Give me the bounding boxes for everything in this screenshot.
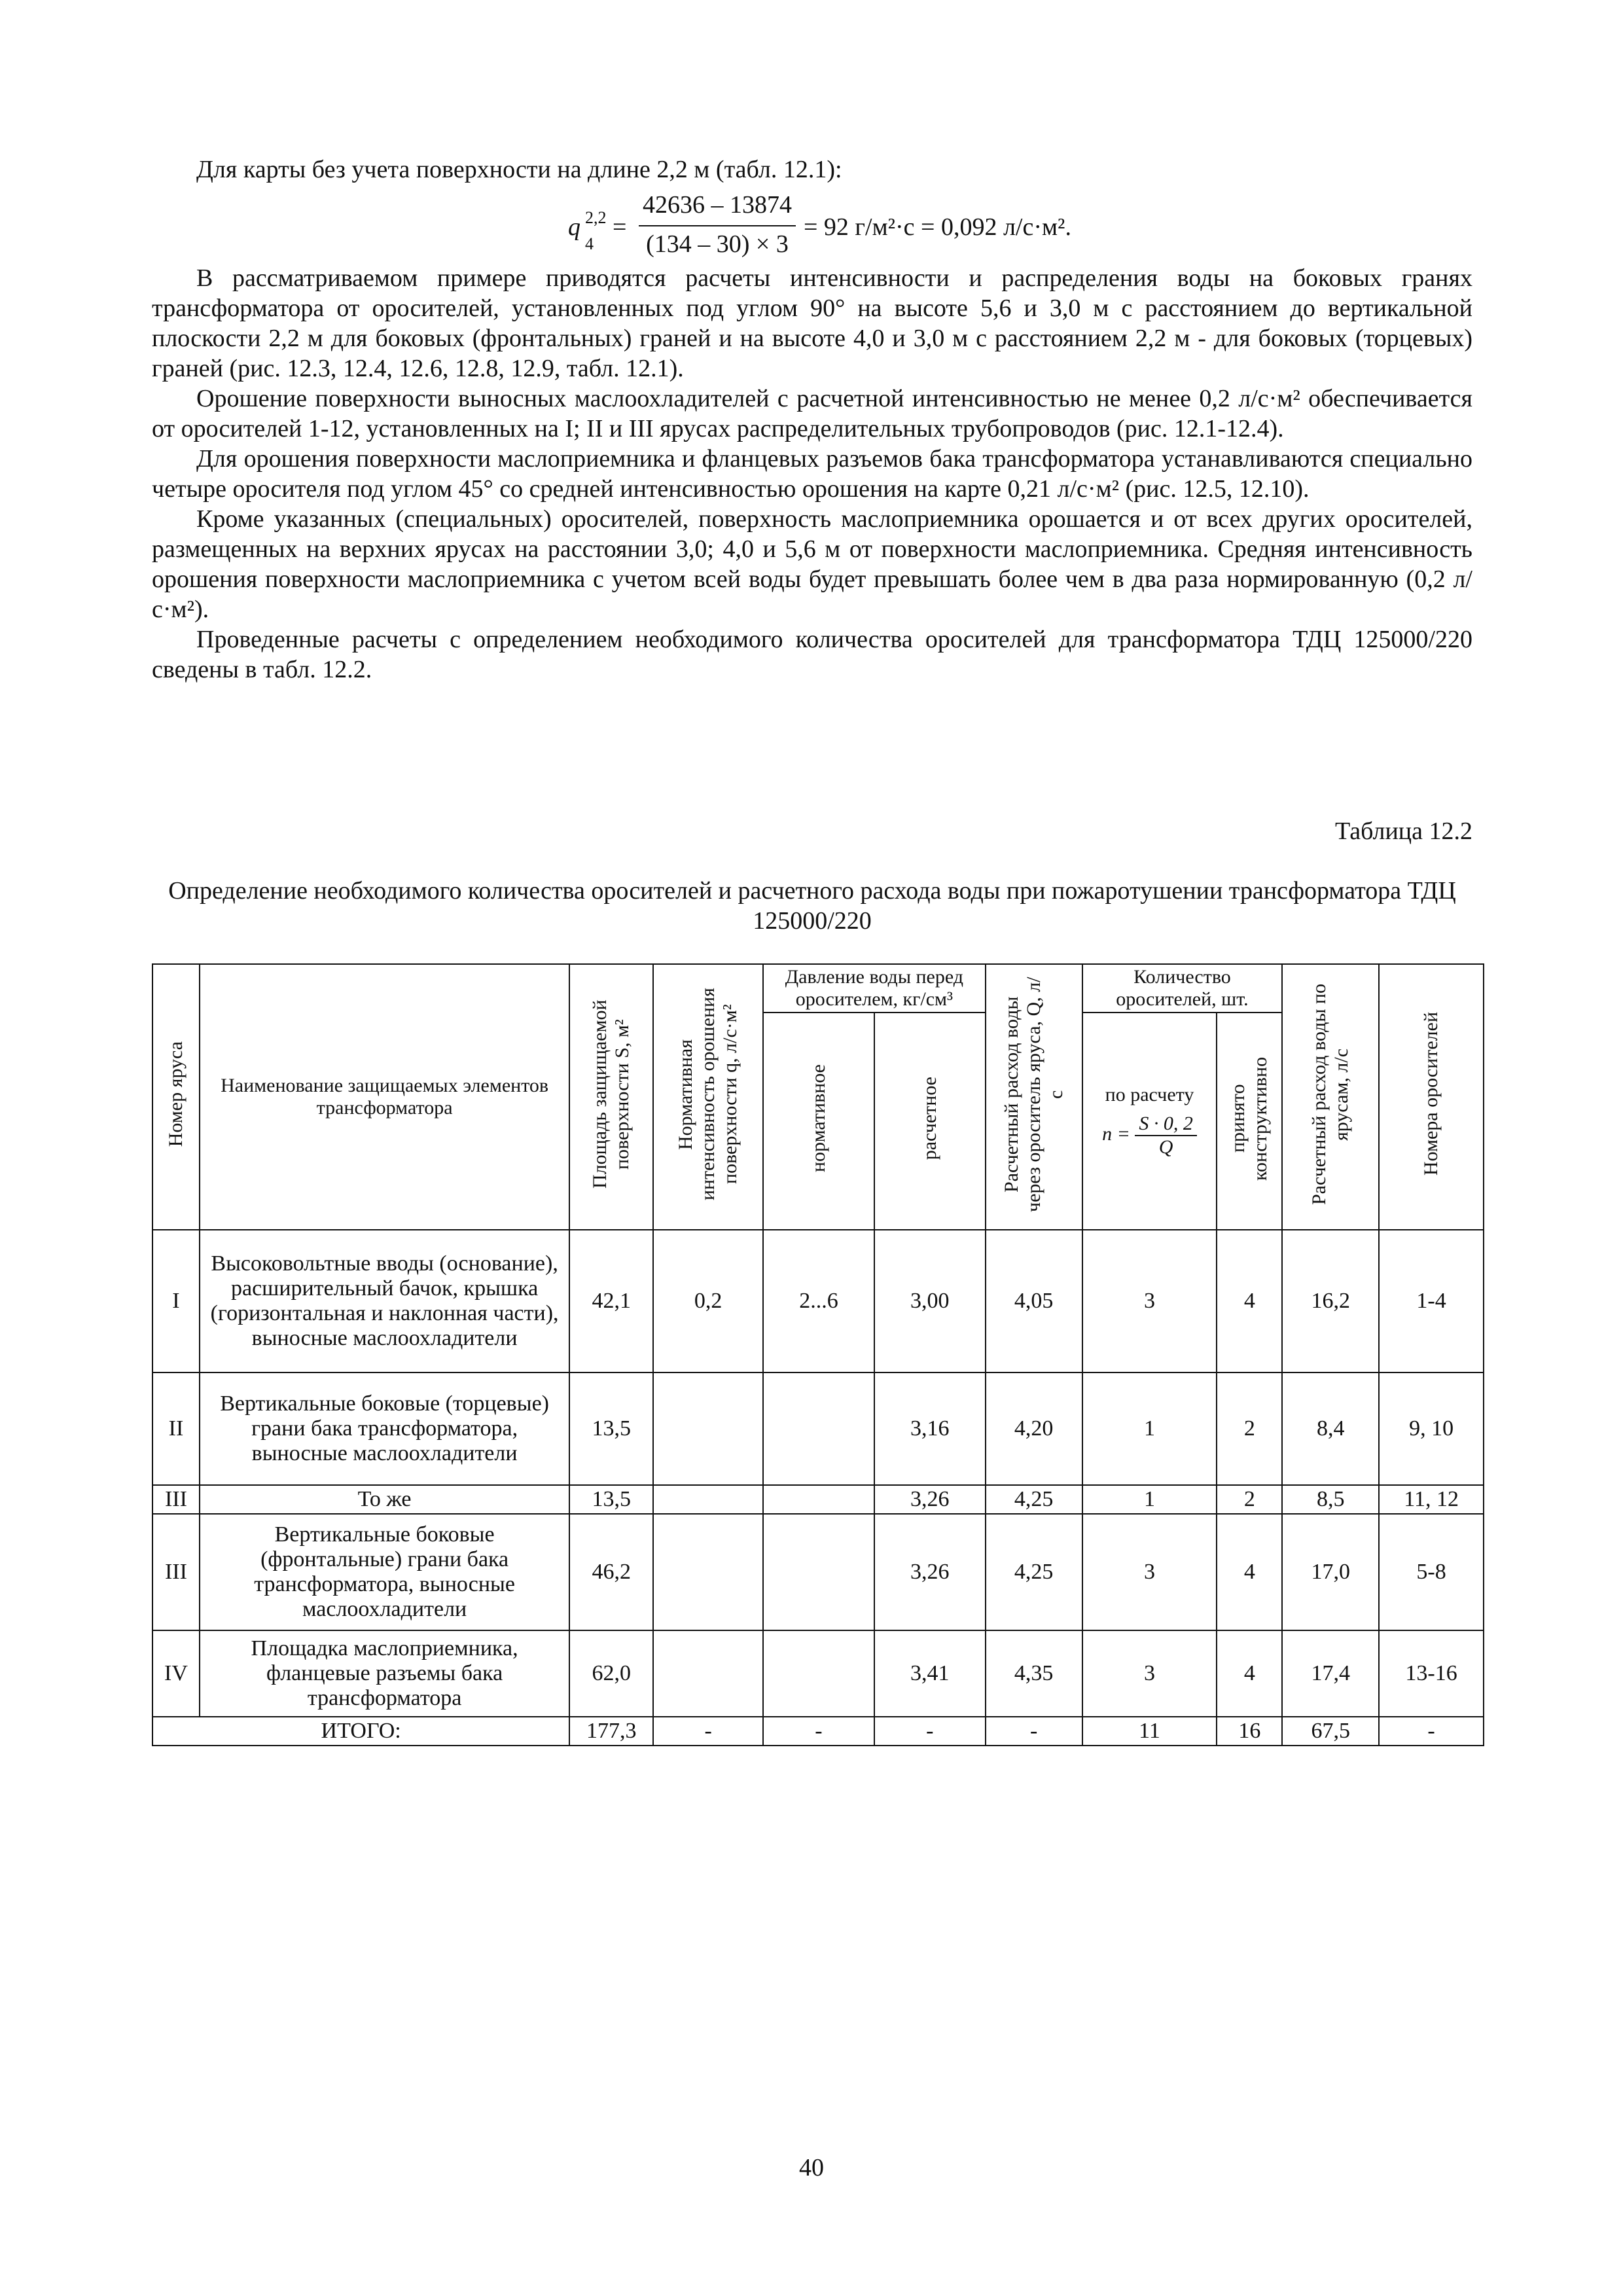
cell-n-acc: 2 [1217, 1372, 1282, 1485]
cell-name: Площадка маслоприемника, фланцевые разъемы бака трансформатора [200, 1630, 569, 1717]
table-row [152, 1230, 1484, 1372]
cell-q [653, 1372, 763, 1485]
header-tier-flow: Расчетный расход воды по ярусам, л/с [1282, 964, 1379, 1230]
cell-area: 13,5 [569, 1485, 653, 1514]
formula-numerator: 42636 – 13874 [643, 191, 792, 219]
formula-fraction-bar [639, 225, 796, 226]
cell-tier-flow: 17,0 [1282, 1514, 1379, 1630]
cell-name: То же [200, 1485, 569, 1514]
count-formula-fraction [1135, 1113, 1197, 1158]
total-area: 177,3 [569, 1717, 653, 1746]
formula-denominator: (134 – 30) × 3 [646, 230, 789, 258]
total-nums: - [1379, 1717, 1484, 1746]
page-number: 40 [799, 2154, 824, 2181]
total-p-norm: - [763, 1717, 874, 1746]
total-label: ИТОГО: [152, 1717, 569, 1746]
cell-p-norm: 2...6 [763, 1230, 874, 1372]
cell-tier: II [152, 1372, 200, 1485]
header-count-calc [1082, 1013, 1217, 1230]
cell-p-norm [763, 1485, 874, 1514]
paragraph: В рассматриваемом примере приводятся расчеты интенсивности и распределения воды на боковых гранях трансформатора от оросителей, установленных под углом 90° на высоте 5,6 и 3,0 м с расстоянием до вертикальной плоскости 2,2 м для боковых (фронтальных) граней и на высоте 4,0 и 3,0 м с расстоянием 2,2 м - для боковых (торцевых) граней (рис. 12.3, 12.4, 12.6, 12.8, 12.9, табл. 12.1). [152, 264, 1472, 382]
header-name: Наименование защищаемых элементов трансформатора [200, 964, 569, 1230]
total-p-calc: - [874, 1717, 986, 1746]
header-pressure-norm: нормативное [763, 1013, 874, 1230]
table-title: Определение необходимого количества оросителей и расчетного расхода воды при пожаротушении трансформатора ТДЦ 125000/220 [168, 877, 1456, 935]
cell-q [653, 1514, 763, 1630]
count-formula-lhs: n = [1102, 1123, 1130, 1145]
formula-eq: = [613, 213, 627, 241]
table-row [152, 1630, 1484, 1717]
table-row [152, 1514, 1484, 1630]
header-pressure-group: Давление воды перед оросителем, кг/см³ [763, 964, 986, 1013]
total-n-calc: 11 [1082, 1717, 1217, 1746]
cell-name: Вертикальные боковые (фронтальные) грани бака трансформатора, выносные маслоохладители [200, 1514, 569, 1630]
count-formula-num: S · 0, 2 [1135, 1113, 1197, 1136]
cell-tier-flow: 16,2 [1282, 1230, 1379, 1372]
cell-p-calc: 3,41 [874, 1630, 986, 1717]
header-row [152, 964, 1484, 1013]
cell-flow: 4,05 [986, 1230, 1082, 1372]
data-table [152, 963, 1484, 1746]
cell-tier: III [152, 1485, 200, 1514]
cell-nums: 5-8 [1379, 1514, 1484, 1630]
cell-flow: 4,20 [986, 1372, 1082, 1485]
cell-nums: 9, 10 [1379, 1372, 1484, 1485]
header-count-accepted: принято конструктивно [1217, 1013, 1282, 1230]
cell-n-acc: 4 [1217, 1514, 1282, 1630]
cell-tier-flow: 8,5 [1282, 1485, 1379, 1514]
cell-n-acc: 4 [1217, 1230, 1282, 1372]
table-row [152, 1372, 1484, 1485]
intro-line: Для карты без учета поверхности на длине 2,2 м (табл. 12.1): [196, 156, 842, 183]
cell-nums: 13-16 [1379, 1630, 1484, 1717]
header-tier: Номер яруса [152, 964, 200, 1230]
cell-n-acc: 2 [1217, 1485, 1282, 1514]
cell-name: Высоковольтные вводы (основание), расширительный бачок, крышка (горизонтальная и наклонная части), выносные маслоохладители [200, 1230, 569, 1372]
header-area: Площадь защищаемой поверхности S, м² [569, 964, 653, 1230]
cell-p-norm [763, 1372, 874, 1485]
cell-tier-flow: 17,4 [1282, 1630, 1379, 1717]
cell-area: 46,2 [569, 1514, 653, 1630]
cell-tier-flow: 8,4 [1282, 1372, 1379, 1485]
total-flow: - [986, 1717, 1082, 1746]
formula [568, 190, 1222, 262]
cell-flow: 4,25 [986, 1485, 1082, 1514]
cell-name: Вертикальные боковые (торцевые) грани бака трансформатора, выносные маслоохладители [200, 1372, 569, 1485]
cell-nums: 11, 12 [1379, 1485, 1484, 1514]
cell-q [653, 1630, 763, 1717]
cell-p-calc: 3,16 [874, 1372, 986, 1485]
header-sprinkler-numbers: Номера оросителей [1379, 964, 1484, 1230]
total-q: - [653, 1717, 763, 1746]
body-text [152, 263, 1472, 685]
cell-flow: 4,35 [986, 1630, 1082, 1717]
cell-n-calc: 1 [1082, 1485, 1217, 1514]
paragraph: Кроме указанных (специальных) оросителей, поверхность маслоприемника орошается и от всех других оросителей, размещенных на верхних ярусах на расстоянии 3,0; 4,0 и 5,6 м от поверхности маслоприемника. Средняя интенсивность орошения поверхности маслоприемника с учетом всей воды будет превышать более чем в два раза нормированную (0,2 л/с·м²). [152, 505, 1472, 623]
cell-n-calc: 3 [1082, 1630, 1217, 1717]
cell-p-norm [763, 1514, 874, 1630]
formula-result: = 92 г/м²·с = 0,092 л/с·м². [804, 213, 1071, 241]
cell-n-calc: 1 [1082, 1372, 1217, 1485]
cell-n-acc: 4 [1217, 1630, 1282, 1717]
paragraph: Для орошения поверхности маслоприемника и фланцевых разъемов бака трансформатора устанавливаются специально четыре оросителя под углом 45° со средней интенсивностью орошения на карте 0,21 л/с·м² (рис. 12.5, 12.10). [152, 445, 1472, 503]
total-tier-flow: 67,5 [1282, 1717, 1379, 1746]
cell-q [653, 1485, 763, 1514]
cell-q: 0,2 [653, 1230, 763, 1372]
cell-p-calc: 3,26 [874, 1485, 986, 1514]
cell-p-norm [763, 1630, 874, 1717]
cell-flow: 4,25 [986, 1514, 1082, 1630]
intro-text [152, 154, 1472, 185]
table-row [152, 1485, 1484, 1514]
cell-area: 13,5 [569, 1372, 653, 1485]
header-pressure-calc: расчетное [874, 1013, 986, 1230]
cell-p-calc: 3,26 [874, 1514, 986, 1630]
paragraph: Орошение поверхности выносных маслоохладителей с расчетной интенсивностью не менее 0,2 л/с·м² обеспечивается от оросителей 1-12, установленных на I; II и III ярусах распределительных трубопроводов (рис. 12.1-12.4). [152, 385, 1472, 442]
count-formula-den: Q [1158, 1136, 1173, 1158]
count-formula [1086, 1113, 1214, 1158]
cell-nums: 1-4 [1379, 1230, 1484, 1372]
table-caption: Таблица 12.2 [1334, 817, 1472, 845]
header-count-group: Количество оросителей, шт. [1082, 964, 1283, 1013]
total-row [152, 1717, 1484, 1746]
header-flow: Расчетный расход воды через ороситель яруса, Q, л/с [986, 964, 1082, 1230]
cell-n-calc: 3 [1082, 1514, 1217, 1630]
formula-q: q [568, 213, 580, 241]
formula-sup: 2,2 [585, 208, 607, 227]
formula-sub: 4 [585, 234, 594, 253]
count-calc-label: по расчету [1105, 1084, 1194, 1106]
cell-tier: I [152, 1230, 200, 1372]
cell-area: 62,0 [569, 1630, 653, 1717]
cell-p-calc: 3,00 [874, 1230, 986, 1372]
cell-tier: III [152, 1514, 200, 1630]
cell-tier: IV [152, 1630, 200, 1717]
paragraph: Проведенные расчеты с определением необходимого количества оросителей для трансформатора ТДЦ 125000/220 сведены в табл. 12.2. [152, 626, 1472, 683]
header-norm-intensity: Нормативная интенсивность орошения поверхности q, л/с·м² [653, 964, 763, 1230]
total-n-acc: 16 [1217, 1717, 1282, 1746]
cell-area: 42,1 [569, 1230, 653, 1372]
cell-n-calc: 3 [1082, 1230, 1217, 1372]
